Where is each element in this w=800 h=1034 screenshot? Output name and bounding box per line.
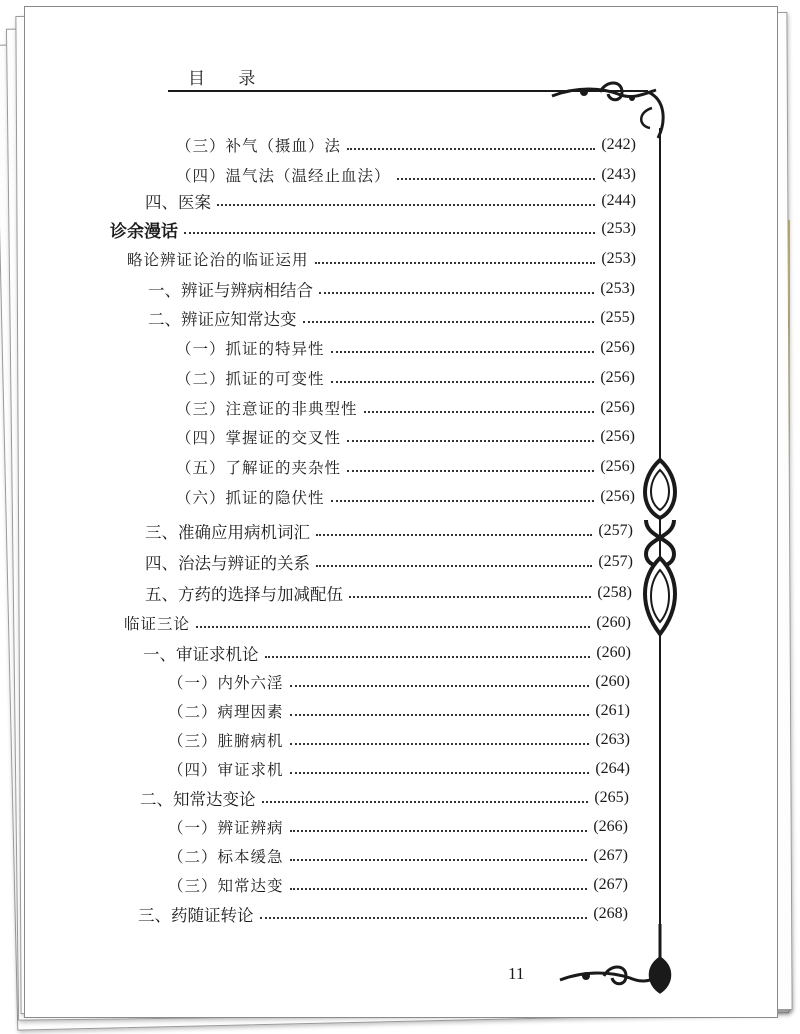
toc-entry-title: 三、准确应用病机词汇 (145, 523, 310, 542)
toc-entry-title: 一、审证求机论 (143, 645, 259, 664)
toc-entry-title: （二）标本缓急 (168, 848, 284, 866)
toc-entry[interactable] (168, 728, 630, 752)
toc-entry-title: （三）知常达变 (168, 877, 284, 895)
toc-entry-page: (260) (596, 644, 631, 661)
toc-entry[interactable] (124, 611, 631, 635)
toc-entry-page: (256) (600, 488, 635, 505)
page-number: 11 (508, 964, 525, 983)
toc-entry[interactable] (176, 163, 636, 187)
toc-entry[interactable] (138, 902, 628, 926)
toc-entry-page: (256) (600, 428, 635, 445)
toc-entry-title: （三）脏腑病机 (168, 732, 284, 750)
toc-entry-title: （一）辨证辨病 (168, 819, 284, 837)
toc-entry-title: 五、方药的选择与加减配伍 (145, 585, 343, 604)
toc-entry-title: （五）了解证的夹杂性 (176, 459, 342, 477)
toc-entry-title: 三、药随证转论 (138, 906, 254, 925)
dot-leader (290, 888, 588, 890)
toc-entry[interactable] (168, 670, 630, 694)
dot-leader (331, 381, 595, 383)
toc-entry[interactable] (176, 336, 635, 360)
dot-leader (347, 470, 594, 472)
toc-entry[interactable] (168, 757, 630, 781)
toc-entry-page: (260) (596, 614, 631, 631)
toc-entry-page: (258) (597, 584, 632, 601)
dot-leader (290, 714, 590, 716)
toc-entry-title: 临证三论 (124, 615, 191, 633)
toc-entry[interactable] (176, 485, 635, 509)
toc-entry[interactable] (143, 641, 631, 665)
toc-entry-page: (267) (593, 847, 628, 864)
toc-entry-page: (242) (601, 136, 636, 153)
toc-entry[interactable] (148, 306, 635, 330)
dot-leader (303, 321, 595, 323)
toc-entry-title: 诊余漫话 (110, 221, 178, 242)
toc-entry-title: （一）抓证的特异性 (176, 340, 325, 358)
toc-entry-page: (253) (601, 220, 636, 237)
toc-entry-title: （四）审证求机 (168, 761, 284, 779)
toc-entry-title: （四）温气法（温经止血法） (176, 167, 391, 185)
dot-leader (196, 626, 590, 628)
dot-leader (331, 351, 595, 353)
toc-entry[interactable] (145, 550, 633, 574)
toc-entry-page: (266) (593, 818, 628, 835)
toc-entry[interactable] (127, 247, 636, 271)
dot-leader (316, 565, 592, 567)
dot-leader (319, 292, 594, 294)
toc-entry-page: (256) (600, 458, 635, 475)
dot-leader (260, 917, 588, 919)
toc-entry[interactable] (176, 425, 635, 449)
dot-leader (364, 411, 595, 413)
toc-entry-page: (256) (600, 369, 635, 386)
toc-entry[interactable] (168, 844, 628, 868)
toc-entry-page: (267) (593, 876, 628, 893)
toc-entry[interactable] (168, 815, 628, 839)
toc-entry-page: (265) (594, 789, 629, 806)
toc-entry[interactable] (176, 455, 635, 479)
dot-leader (316, 534, 592, 536)
toc-entry-page: (253) (600, 280, 635, 297)
toc-entry-title: 二、辨证应知常达变 (148, 310, 297, 329)
toc-entry[interactable] (176, 133, 636, 157)
dot-leader (290, 685, 590, 687)
toc-entry[interactable] (145, 519, 633, 543)
running-head: 目 录 (188, 69, 270, 89)
toc-entry-page: (263) (595, 731, 630, 748)
toc-entry-page: (244) (601, 192, 636, 209)
toc-entry-title: 二、知常达变论 (140, 790, 256, 809)
toc-entry-page: (253) (601, 250, 636, 267)
toc-entry-title: （二）抓证的可变性 (176, 370, 325, 388)
toc-entry[interactable] (176, 396, 635, 420)
toc-entry[interactable] (145, 189, 636, 213)
dot-leader (262, 801, 589, 803)
dot-leader (315, 262, 596, 264)
toc-entry-page: (255) (600, 309, 635, 326)
dot-leader (217, 204, 595, 206)
toc-entry-page: (261) (595, 702, 630, 719)
toc-entry-title: 略论辨证论治的临证运用 (127, 251, 309, 269)
toc-entry-page: (260) (595, 673, 630, 690)
dot-leader (290, 859, 588, 861)
toc-entry-page: (256) (600, 339, 635, 356)
dot-leader (290, 772, 590, 774)
dot-leader (349, 596, 591, 598)
toc-entry-title: 一、辨证与辨病相结合 (148, 281, 313, 300)
dot-leader (290, 830, 588, 832)
toc-entry-page: (257) (598, 522, 633, 539)
toc-entry[interactable] (140, 786, 629, 810)
toc-entry-title: （一）内外六淫 (168, 674, 284, 692)
toc-entry-title: 四、治法与辨证的关系 (145, 554, 310, 573)
dot-leader (331, 500, 595, 502)
toc-entry-title: （三）注意证的非典型性 (176, 400, 358, 418)
toc-entry-title: （三）补气（摄血）法 (176, 137, 342, 155)
toc-entry[interactable] (110, 217, 636, 241)
toc-entry-page: (264) (595, 760, 630, 777)
toc-entry[interactable] (145, 581, 632, 605)
dot-leader (290, 743, 590, 745)
toc-entry-title: 四、医案 (145, 193, 211, 212)
dot-leader (265, 656, 591, 658)
toc-entry-page: (257) (598, 553, 633, 570)
toc-entry-title: （四）掌握证的交叉性 (176, 429, 342, 447)
toc-entry-page: (256) (600, 399, 635, 416)
toc-entry[interactable] (168, 699, 630, 723)
dot-leader (347, 148, 595, 150)
dot-leader (347, 440, 594, 442)
toc-entry[interactable] (168, 873, 628, 897)
toc-entry-title: （二）病理因素 (168, 703, 284, 721)
toc-entry-title: （六）抓证的隐伏性 (176, 489, 325, 507)
toc-entry[interactable] (148, 277, 635, 301)
toc-entry[interactable] (176, 366, 635, 390)
dot-leader (397, 178, 596, 180)
toc-entry-page: (268) (593, 905, 628, 922)
dot-leader (184, 232, 595, 234)
toc-entry-page: (243) (601, 166, 636, 183)
